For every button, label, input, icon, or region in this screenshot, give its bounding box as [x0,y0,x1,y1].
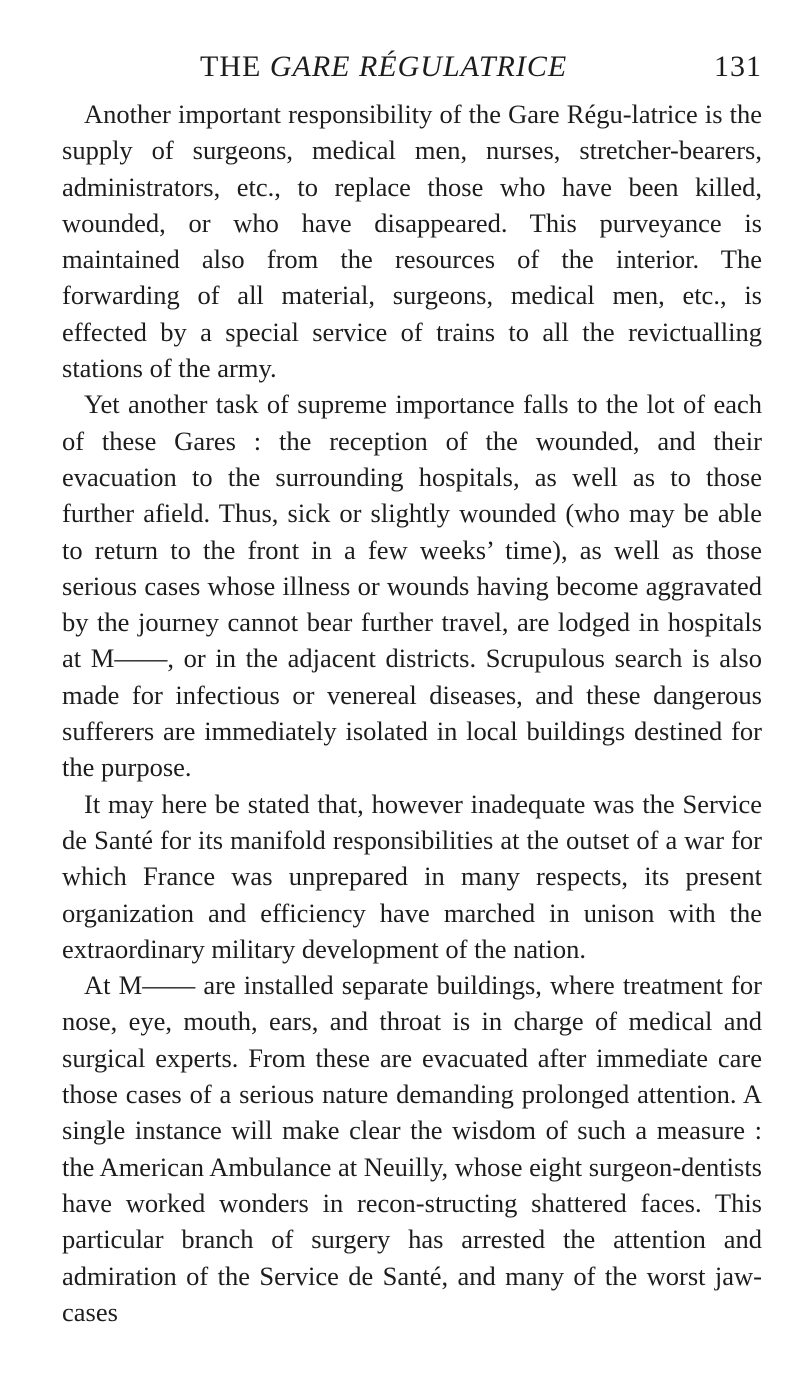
running-title-prefix: THE [200,50,270,83]
running-title [200,50,567,84]
paragraph: Yet another task of supreme importance falls to the lot of each of these Gares : the reception of the wounded, and their evacuation to the surrounding hospitals, as well as to those further afield. Thus, sick or slightly wounded (who may be able to return to the front in a few weeks’ time), as well as those serious cases whose illness or wounds having become aggravated by the journey cannot bear further travel, are lodged in hospitals at M——, or in the adjacent districts. Scrupulous search is also made for infectious or venereal diseases, and these dangerous sufferers are immediately isolated in local buildings destined for the purpose. [62,389,762,783]
paragraph: At M—— are installed separate buildings, where treatment for nose, eye, mouth, ears, and throat is in charge of medical and surgical experts. From these are evacuated after immediate care those cases of a serious nature demanding prolonged attention. A single instance will make clear the wisdom of such a measure : the American Ambulance at Neuilly, whose eight surgeon-dentists have worked wonders in recon-structing shattered faces. This particular branch of surgery has arrested the attention and admiration of the Service de Santé, and many of the worst jaw-cases [62,970,762,1327]
running-head [62,50,762,90]
paragraph: It may here be stated that, however inadequate was the Service de Santé for its manifold responsibilities at the outset of a war for which France was unprepared in many respects, its present organization and efficiency have marched in unison with the extraordinary military development of the nation. [62,788,762,964]
page-number: 131 [714,50,762,83]
paragraph: Another important responsibility of the Gare Régu-latrice is the supply of surgeons, medical men, nurses, stretcher-bearers, administrators, etc., to replace those who have been killed, wounded, or who have disappeared. This purveyance is maintained also from the resources of the interior. The forwarding of all material, surgeons, medical men, etc., is effected by a special service of trains to all the revictualling stations of the army. [62,99,762,384]
body-text [62,96,762,1330]
running-title-italic: GARE RÉGULATRICE [269,50,568,83]
